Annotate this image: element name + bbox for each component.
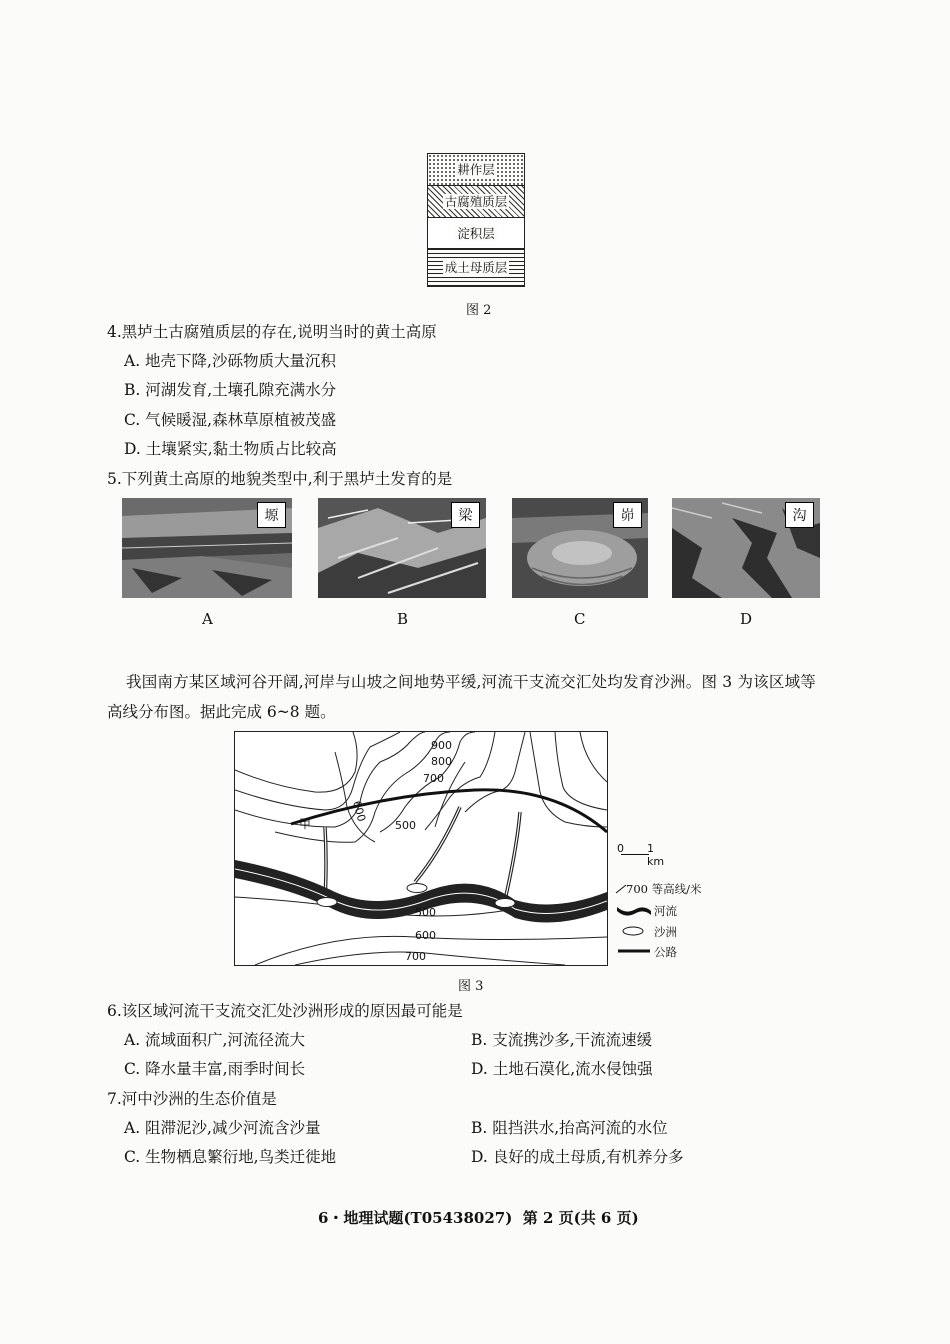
q6-option-b: B. 支流携沙多,干流流速缓	[471, 1031, 653, 1049]
photo-gou	[672, 498, 820, 598]
q4-stem: 4.黑垆土古腐殖质层的存在,说明当时的黄土高原	[107, 323, 437, 341]
legend-sandbar: 沙洲	[654, 925, 677, 939]
river-legend-icon	[616, 903, 652, 917]
contour-label: 700	[423, 772, 444, 785]
soil-layer-label: 淀积层	[457, 225, 495, 241]
road-legend-icon	[616, 944, 652, 958]
photo-label-a: A	[202, 610, 213, 628]
photo-tag: 峁	[613, 502, 642, 528]
scale-one: 1 km	[647, 842, 665, 868]
soil-layer-tillage	[428, 154, 524, 186]
contour-label: 500	[415, 906, 436, 919]
soil-profile-diagram	[427, 153, 525, 287]
passage-line-1: 我国南方某区域河谷开阔,河岸与山坡之间地势平缓,河流干支流交汇处均发育沙洲。图 3 为该区域等	[126, 673, 816, 691]
photo-label-d: D	[740, 610, 753, 628]
contour-label: 500	[395, 819, 416, 832]
q5-stem: 5.下列黄土高原的地貌类型中,利于黑垆土发育的是	[107, 470, 453, 488]
page-footer: 6・地理试题(T05438027) 第 2 页(共 6 页)	[318, 1209, 639, 1227]
photo-label-b: B	[397, 610, 409, 628]
contour-label: 600	[350, 799, 369, 824]
q4-option-c: C. 气候暖湿,森林草原植被茂盛	[124, 411, 337, 429]
photo-tag: 塬	[257, 502, 286, 528]
soil-layer-illuvial	[428, 218, 524, 249]
contour-label: 700	[405, 950, 426, 963]
q6-option-a: A. 流域面积广,河流径流大	[124, 1031, 305, 1049]
figure3-caption: 图 3	[458, 979, 484, 994]
photo-tag: 沟	[785, 502, 814, 528]
sandbar-legend-icon	[616, 924, 652, 938]
passage-line-2: 高线分布图。据此完成 6~8 题。	[107, 703, 336, 721]
photo-label-c: C	[574, 610, 586, 628]
q7-option-d: D. 良好的成土母质,有机养分多	[471, 1148, 684, 1166]
q4-option-b: B. 河湖发育,土壤孔隙充满水分	[124, 381, 337, 399]
soil-layer-label: 耕作层	[457, 162, 495, 177]
place-label-jia: 甲	[299, 817, 312, 831]
q7-option-b: B. 阻挡洪水,抬高河流的水位	[471, 1119, 668, 1137]
q7-option-a: A. 阻滞泥沙,减少河流含沙量	[124, 1119, 321, 1137]
q6-option-c: C. 降水量丰富,雨季时间长	[124, 1060, 306, 1078]
legend-road: 公路	[654, 945, 677, 959]
contour-label: 900	[431, 739, 452, 752]
soil-layer-parent-material	[428, 249, 524, 286]
q6-stem: 6.该区域河流干支流交汇处沙洲形成的原因最可能是	[107, 1002, 463, 1020]
photo-yuan	[122, 498, 292, 598]
legend-river: 河流	[654, 904, 677, 918]
q4-option-d: D. 土壤紧实,黏土物质占比较高	[124, 440, 337, 458]
photo-tag: 梁	[451, 502, 480, 528]
q6-option-d: D. 土地石漠化,流水侵蚀强	[471, 1060, 653, 1078]
contour-map	[234, 731, 608, 966]
contour-label: 600	[415, 929, 436, 942]
q4-option-a: A. 地壳下降,沙砾物质大量沉积	[124, 352, 336, 370]
scale-zero: 0	[617, 842, 624, 855]
photo-liang	[318, 498, 486, 598]
q7-option-c: C. 生物栖息繁衍地,鸟类迁徙地	[124, 1148, 337, 1166]
contour-label: 800	[431, 755, 452, 768]
legend-contour: 700 等高线/米	[626, 882, 702, 896]
q7-stem: 7.河中沙洲的生态价值是	[107, 1090, 277, 1108]
soil-layer-paleo-humus	[428, 186, 524, 218]
figure2-caption: 图 2	[466, 303, 492, 318]
map-legend	[614, 881, 734, 961]
photo-mao	[512, 498, 648, 598]
scale-bar	[617, 842, 665, 868]
soil-layer-label: 古腐殖质层	[444, 194, 508, 209]
soil-layer-label: 成土母质层	[444, 260, 508, 275]
